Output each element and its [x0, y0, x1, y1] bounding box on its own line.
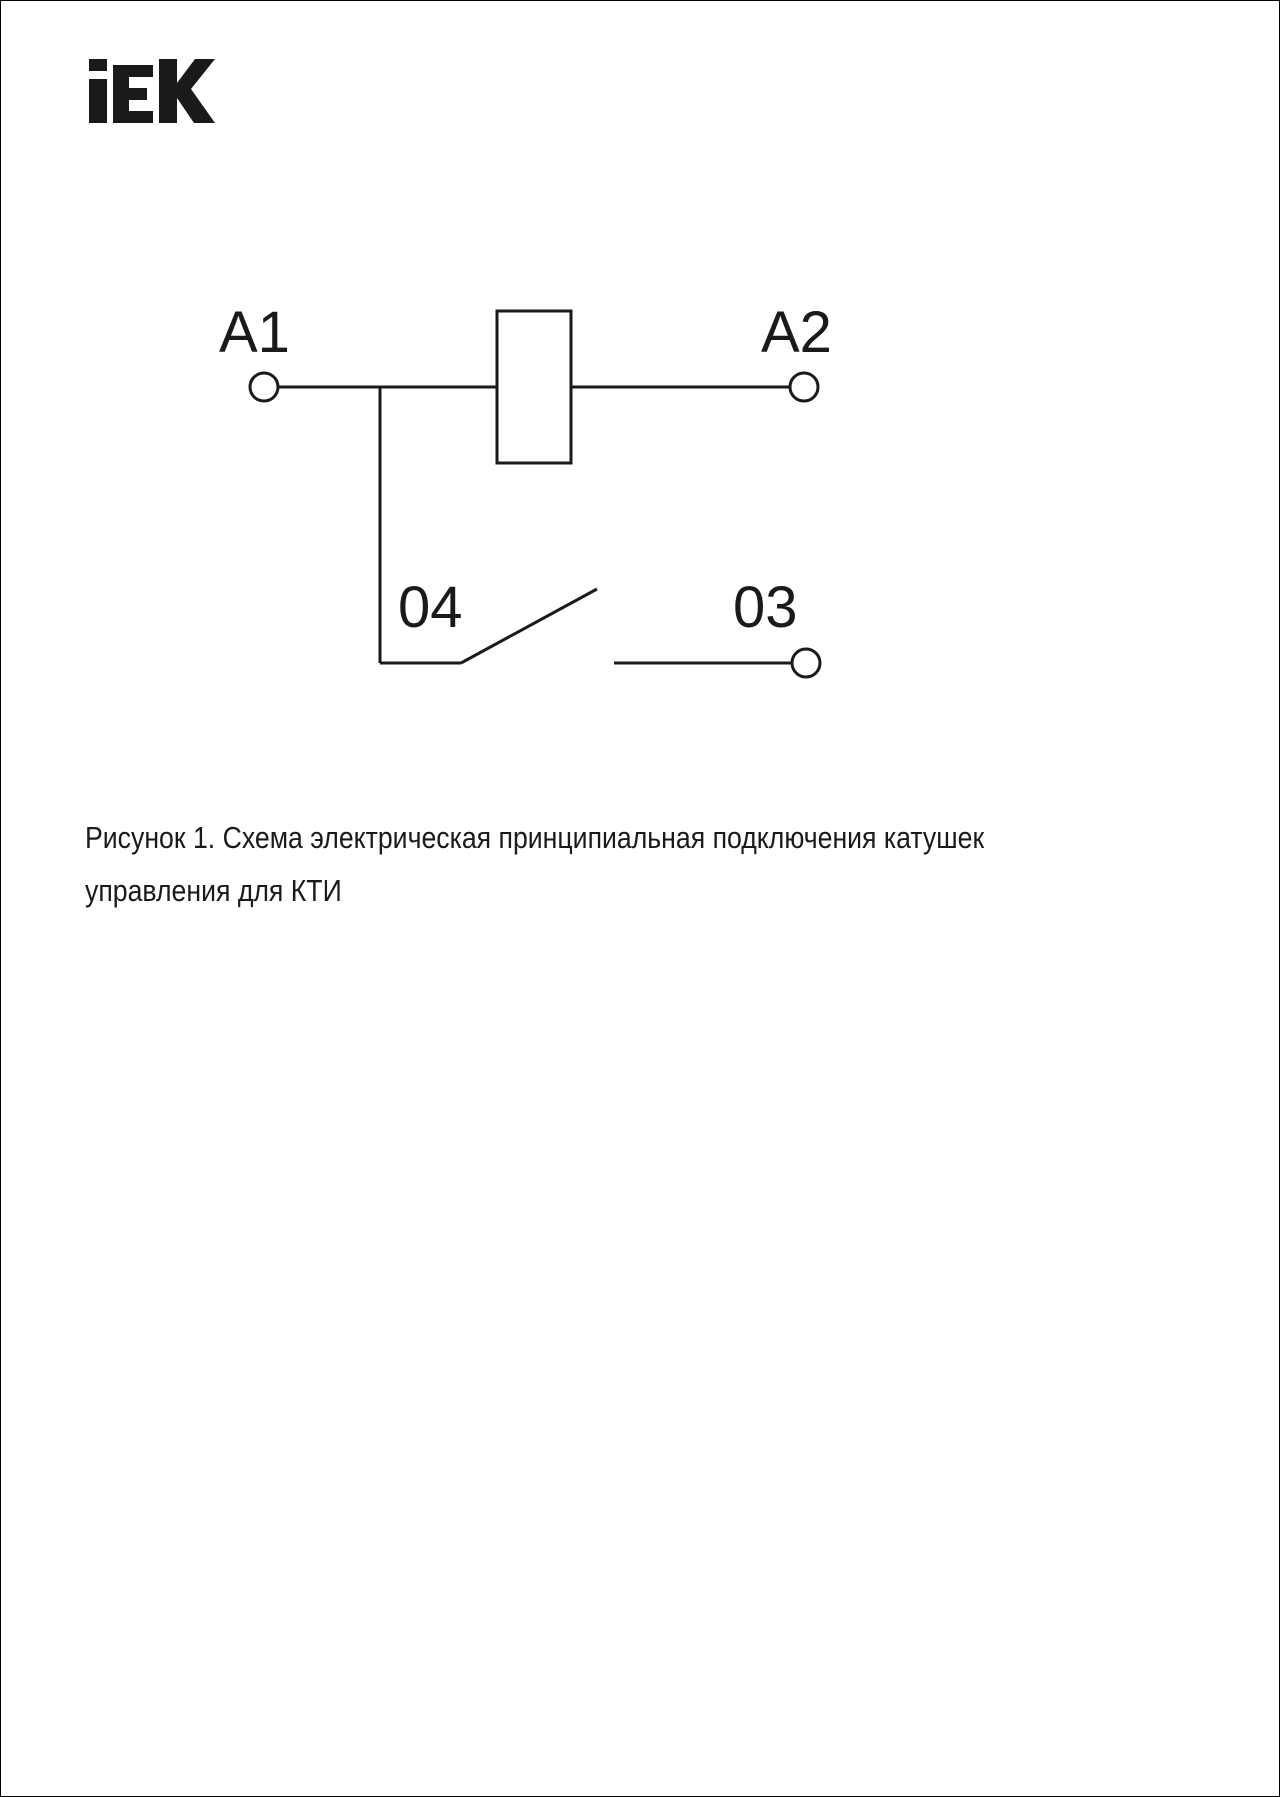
figure-caption	[85, 811, 1048, 917]
caption-line-1: Рисунок 1. Схема электрическая принципиальная подключения катушек	[85, 820, 985, 855]
switch-blade	[461, 589, 597, 663]
label-a2: A2	[761, 300, 832, 365]
terminal-a2-circle	[790, 373, 818, 401]
label-03: 03	[733, 575, 798, 640]
label-04: 04	[398, 575, 463, 640]
caption-line-2: управления для КТИ	[85, 873, 342, 908]
label-a1: A1	[219, 300, 290, 365]
coil-rect	[497, 311, 571, 463]
circuit-diagram	[1, 1, 1279, 761]
terminal-a1-circle	[250, 373, 278, 401]
terminal-03-circle	[792, 649, 820, 677]
